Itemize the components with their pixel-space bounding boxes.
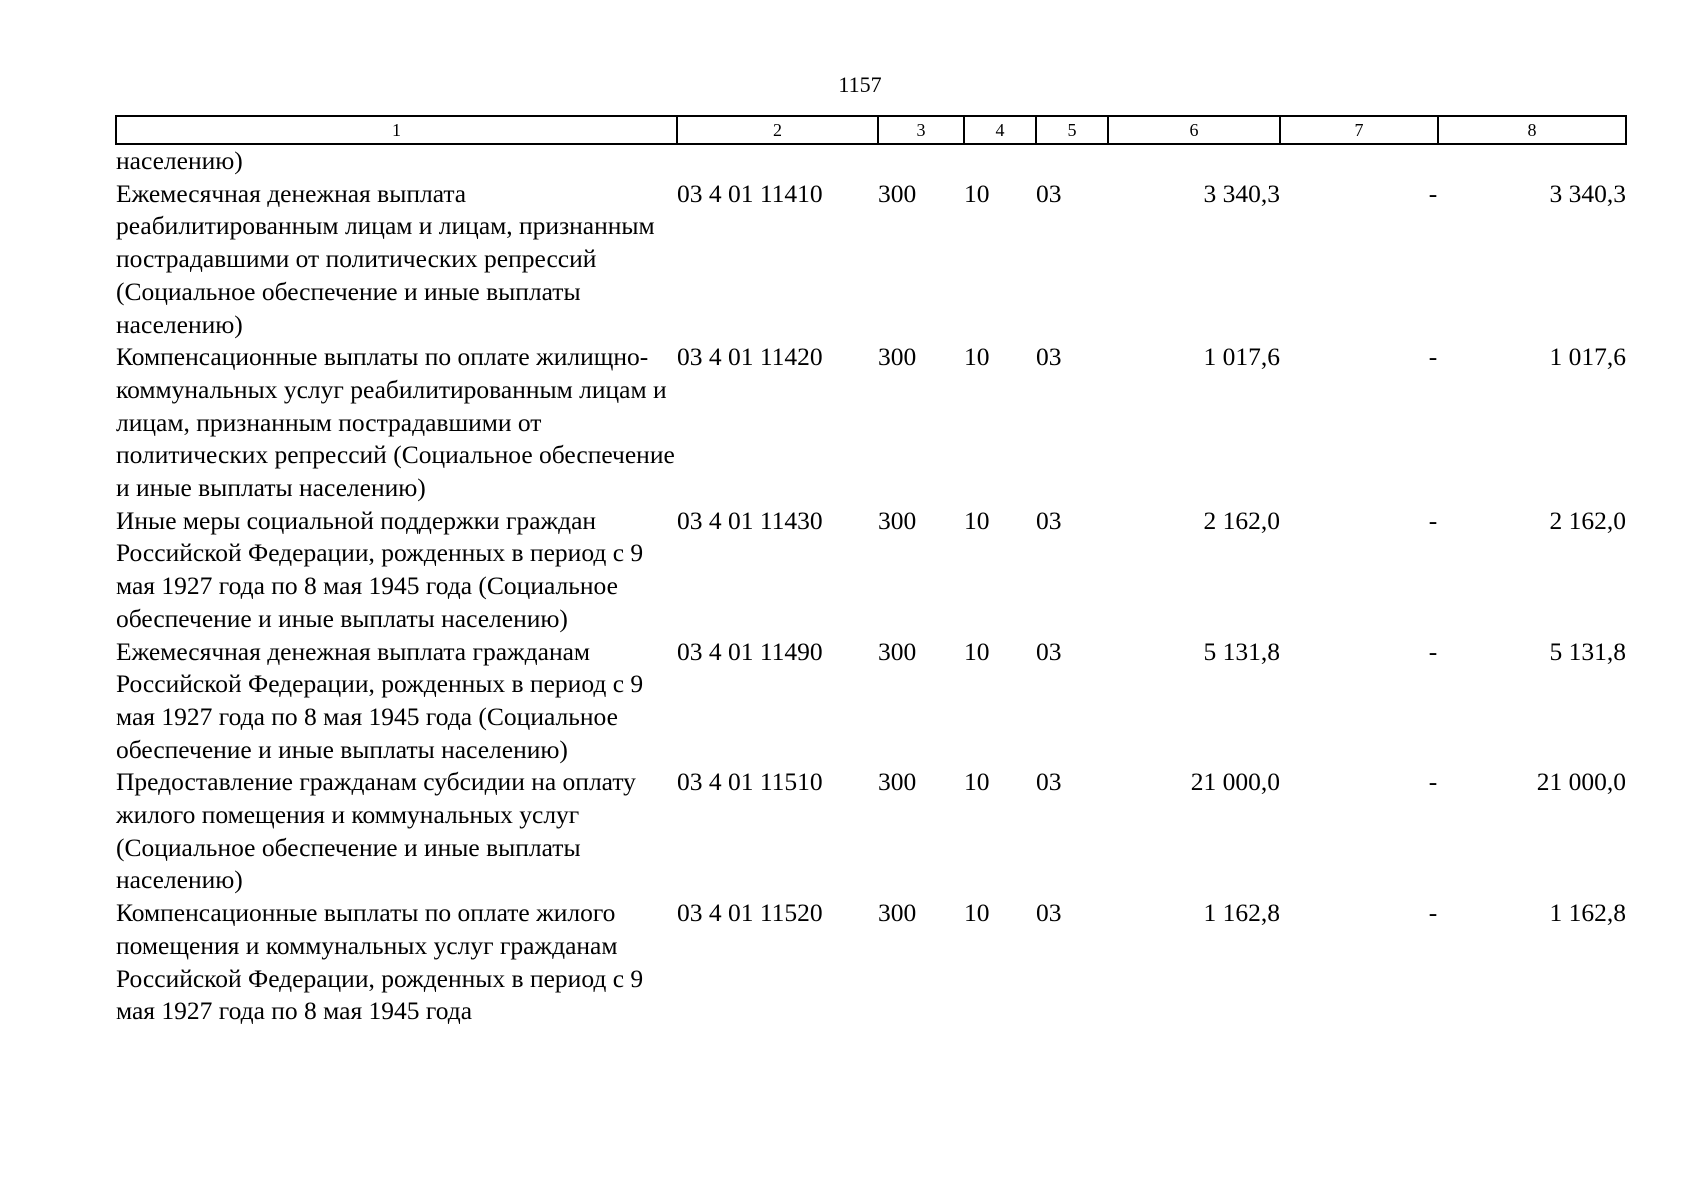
row-expense-type: 300 [878, 898, 917, 928]
column-header-5: 5 [1036, 116, 1108, 144]
table-row [116, 766, 1626, 897]
table-header [116, 116, 1626, 144]
column-header-8: 8 [1438, 116, 1626, 144]
table-row [116, 897, 1626, 1028]
row-section: 10 [964, 767, 990, 797]
row-description: Иные меры социальной поддержки граждан Российской Федерации, рожденных в период с 9 мая 1927 года по 8 мая 1945 года (Социальное обеспечение и иные выплаты населению) [116, 505, 644, 633]
dash-value: - [1428, 767, 1438, 797]
dash-value: - [1428, 898, 1438, 928]
row-subsection: 03 [1036, 898, 1062, 928]
continuation-text: населению) [116, 146, 243, 175]
row-target-article: 03 4 01 11410 [677, 178, 823, 208]
budget-table [115, 115, 1627, 1028]
table-row [116, 341, 1626, 505]
row-amount-total: 21 000,0 [1190, 767, 1280, 797]
row-subsection: 03 [1036, 767, 1062, 797]
row-amount-col8: 1 162,8 [1549, 898, 1626, 928]
row-expense-type: 300 [878, 636, 917, 666]
row-target-article: 03 4 01 11520 [677, 898, 823, 928]
row-section: 10 [964, 898, 990, 928]
header-row [116, 116, 1626, 144]
row-expense-type: 300 [878, 505, 917, 535]
table-row [116, 178, 1626, 342]
row-expense-type: 300 [878, 767, 917, 797]
dash-value: - [1428, 636, 1438, 666]
row-subsection: 03 [1036, 178, 1062, 208]
row-expense-type: 300 [878, 342, 917, 372]
row-subsection: 03 [1036, 636, 1062, 666]
column-header-2: 2 [677, 116, 878, 144]
row-amount-col8: 1 017,6 [1549, 342, 1626, 372]
row-amount-col7 [1280, 178, 1438, 342]
row-amount-col7 [1280, 636, 1438, 767]
row-description: Ежемесячная денежная выплата гражданам Российской Федерации, рожденных в период с 9 мая 1927 года по 8 мая 1945 года (Социальное обеспечение и иные выплаты населению) [116, 636, 644, 764]
row-amount-total: 5 131,8 [1203, 636, 1280, 666]
row-amount-total: 1 162,8 [1203, 898, 1280, 928]
table-row [116, 636, 1626, 767]
column-header-7: 7 [1280, 116, 1438, 144]
row-subsection: 03 [1036, 505, 1062, 535]
column-header-1: 1 [116, 116, 677, 144]
row-description: Предоставление гражданам субсидии на оплату жилого помещения и коммунальных услуг (Социальное обеспечение и иные выплаты населению) [116, 767, 636, 895]
row-target-article: 03 4 01 11430 [677, 505, 823, 535]
column-header-3: 3 [878, 116, 964, 144]
dash-value: - [1428, 505, 1438, 535]
dash-value: - [1428, 342, 1438, 372]
row-amount-col7 [1280, 766, 1438, 897]
row-description: Компенсационные выплаты по оплате жилищно-коммунальных услуг реабилитированным лицам и лицам, признанным пострадавшими от политических репрессий (Социальное обеспечение и иные выплаты населению) [116, 342, 675, 503]
column-header-6: 6 [1108, 116, 1280, 144]
table-body [116, 144, 1626, 1028]
row-description: Ежемесячная денежная выплата реабилитированным лицам и лицам, признанным пострадавшими от политических репрессий (Социальное обеспечение и иные выплаты населению) [116, 178, 655, 339]
row-target-article: 03 4 01 11420 [677, 342, 823, 372]
row-amount-col7 [1280, 897, 1438, 1028]
row-amount-total: 2 162,0 [1203, 505, 1280, 535]
continuation-row [116, 144, 1626, 178]
row-description: Компенсационные выплаты по оплате жилого помещения и коммунальных услуг гражданам Российской Федерации, рожденных в период с 9 мая 1927 года по 8 мая 1945 года [116, 898, 644, 1026]
row-amount-col7 [1280, 341, 1438, 505]
row-subsection: 03 [1036, 342, 1062, 372]
row-amount-col8: 3 340,3 [1549, 178, 1626, 208]
row-amount-total: 1 017,6 [1203, 342, 1280, 372]
row-amount-col7 [1280, 505, 1438, 636]
row-section: 10 [964, 178, 990, 208]
row-amount-total: 3 340,3 [1203, 178, 1280, 208]
row-target-article: 03 4 01 11510 [677, 767, 823, 797]
row-amount-col8: 2 162,0 [1549, 505, 1626, 535]
table-row [116, 505, 1626, 636]
row-expense-type: 300 [878, 178, 917, 208]
row-amount-col8: 5 131,8 [1549, 636, 1626, 666]
row-target-article: 03 4 01 11490 [677, 636, 823, 666]
column-header-4: 4 [964, 116, 1036, 144]
row-amount-col8: 21 000,0 [1536, 767, 1626, 797]
row-section: 10 [964, 505, 990, 535]
dash-value: - [1428, 178, 1438, 208]
row-section: 10 [964, 636, 990, 666]
page-number: 1157 [838, 72, 882, 97]
row-section: 10 [964, 342, 990, 372]
